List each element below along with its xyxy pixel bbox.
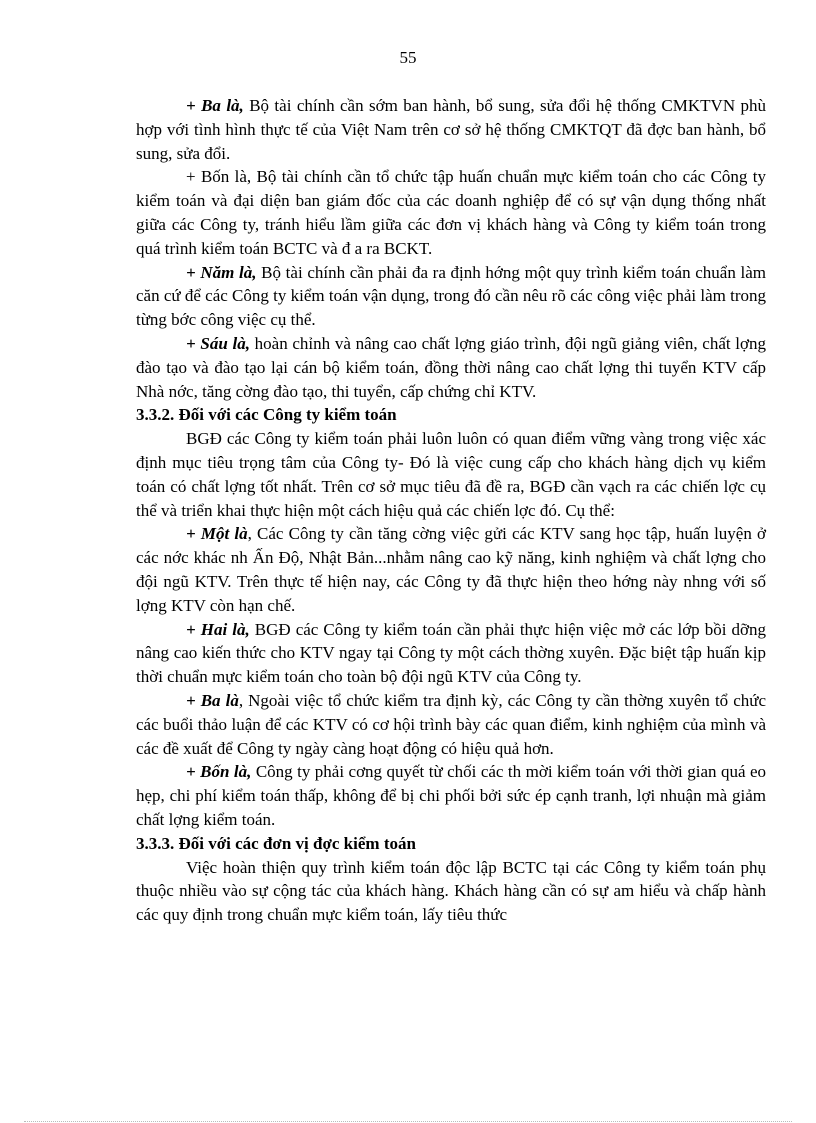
paragraph-client [136, 856, 766, 927]
paragraph-lead: + Năm là, [186, 262, 257, 282]
paragraph-bon-la [136, 165, 766, 260]
paragraph-text: Công ty phải cơng quyết từ chối các th mời kiểm toán với thời gian quá eo hẹp, chi phí kiểm toán thấp, không để bị chi phối bởi sức ép cạnh tranh, lợi nhuận mà giảm chất lợng kiểm toán. [136, 762, 766, 829]
paragraph-text: , Các Công ty cần tăng cờng việc gửi các KTV sang học tập, huấn luyện ở các nớc khác nh Ấn Độ, Nhật Bản...nhằm nâng cao kỹ năng, kinh nghiệm và chất lợng cho đội ngũ KTV. Trên thực tế hiện nay, các Công ty đã thực hiện theo hớng này nhng với số lợng KTV còn hạn chế. [136, 524, 766, 615]
paragraph-lead: + Hai là, [186, 619, 250, 639]
paragraph-lead: + Ba là [186, 690, 239, 710]
paragraph-sau-la [136, 332, 766, 403]
paragraph-ba-la-2 [136, 689, 766, 760]
document-body [136, 94, 766, 927]
paragraph-nam-la [136, 261, 766, 332]
page-bottom-divider [24, 1121, 792, 1122]
paragraph-ba-la [136, 94, 766, 165]
paragraph-text: Bộ tài chính cần phải đa ra định hớng một quy trình kiểm toán chuẩn làm căn cứ để các Công ty kiểm toán vận dụng, trong đó cần nêu rõ các công việc phải làm trong từng bớc công việc cụ thể. [136, 262, 766, 330]
paragraph-text: + Bốn là, Bộ tài chính cần tổ chức tập huấn chuẩn mực kiểm toán cho các Công ty kiểm toán và đại diện ban giám đốc của các doanh nghiệp để có sự vận dụng thống nhất giữa các Công ty, tránh hiểu lầm giữa các đơn vị khách hàng và Công ty kiểm toán trong quá trình kiểm toán BCTC và đ a ra BCKT. [136, 167, 766, 258]
paragraph-text: BGĐ các Công ty kiểm toán phải luôn luôn có quan điểm vững vàng trong việc xác định mục tiêu trọng tâm của Công ty- Đó là việc cung cấp cho khách hàng dịch vụ kiểm toán có chất lợng tốt nhất. Trên cơ sở mục tiêu đã đề ra, BGĐ cần vạch ra các chiến lợc cụ thể và triển khai thực hiện một cách hiệu quả các chiến lợc đó. Cụ thể: [136, 429, 766, 520]
paragraph-text: Bộ tài chính cần sớm ban hành, bổ sung, sửa đổi hệ thống CMKTVN phù hợp với tình hình thực tế của Việt Nam trên cơ sở hệ thống CMKTQT đã đợc ban hành, bổ sung, sửa đổi. [136, 96, 767, 163]
section-heading-3-3-3: 3.3.3. Đối với các đơn vị đợc kiểm toán [136, 833, 416, 853]
paragraph-hai-la [136, 618, 766, 689]
paragraph-text: , Ngoài việc tổ chức kiểm tra định kỳ, các Công ty cần thờng xuyên tổ chức các buổi thảo luận để các KTV có cơ hội trình bày các quan điểm, kinh nghiệm của mình và các đề xuất để Công ty ngày càng hoạt động có hiệu quả hơn. [136, 690, 767, 758]
paragraph-lead: + Ba là, [186, 96, 244, 115]
paragraph-lead: + Sáu là, [186, 333, 250, 353]
section-heading-3-3-2: 3.3.2. Đối với các Công ty kiểm toán [136, 405, 397, 425]
paragraph-text: Việc hoàn thiện quy trình kiểm toán độc lập BCTC tại các Công ty kiểm toán phụ thuộc nhiều vào sự cộng tác của khách hàng. Khách hàng cần có sự am hiểu và chấp hành các quy định trong chuẩn mực kiểm toán, lấy tiêu thức [136, 857, 766, 925]
paragraph-text: hoàn chỉnh và nâng cao chất lợng giáo trình, đội ngũ giảng viên, chất lợng đào tạo và đào tạo lại cán bộ kiểm toán, đồng thời nâng cao chất lợng thi tuyển KTV cấp Nhà nớc, tăng cờng đào tạo, thi tuyển, cấp chứng chỉ KTV. [136, 333, 766, 401]
paragraph-bon-la-2 [136, 760, 766, 831]
page-number: 55 [399, 48, 417, 67]
paragraph-intro [136, 427, 766, 522]
paragraph-text: BGĐ các Công ty kiểm toán cần phải thực hiện việc mở các lớp bồi dỡng nâng cao kiến thức cho KTV ngay tại Công ty một cách thờng xuyên. Đặc biệt tập huấn kịp thời chuẩn mực kiểm toán cho toàn bộ đội ngũ KTV của Công ty. [136, 619, 766, 687]
paragraph-lead: + Một là [186, 524, 248, 544]
paragraph-lead: + Bốn là, [186, 762, 252, 782]
paragraph-mot-la [136, 522, 766, 617]
